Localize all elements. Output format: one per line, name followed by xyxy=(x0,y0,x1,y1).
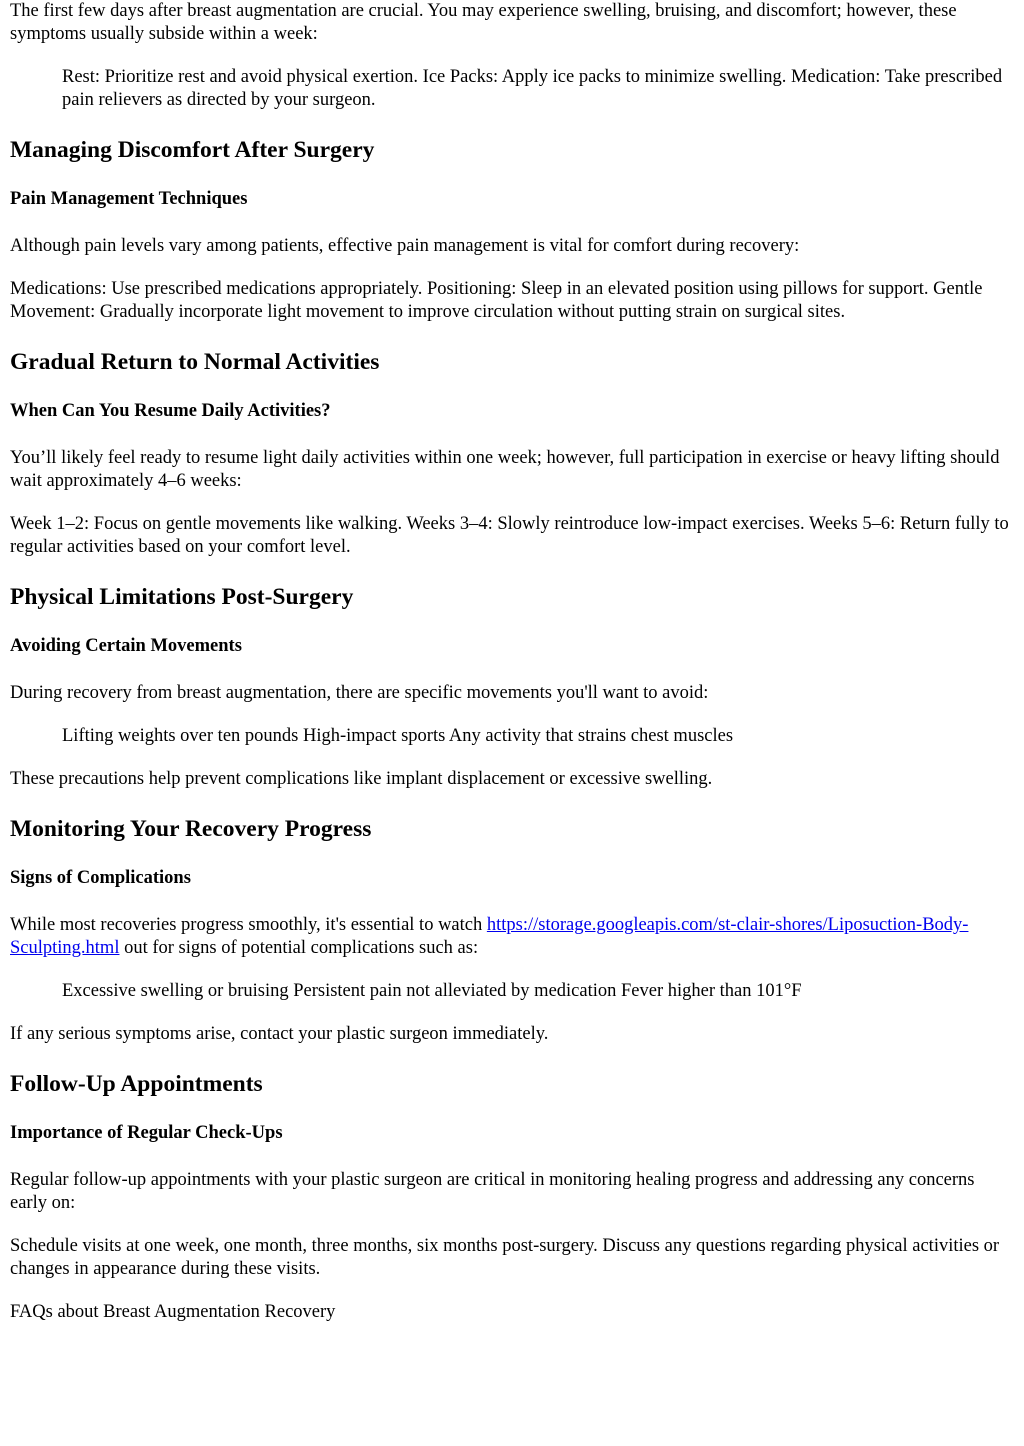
paragraph: Medications: Use prescribed medications appropriately. Positioning: Sleep in an elevated position using pillows for support. Gentle Movement: Gradually incorporate light movement to improve circulation without putting strain on surgical sites. xyxy=(10,279,983,322)
subheading-resume-daily-activities: When Can You Resume Daily Activities? xyxy=(10,401,331,421)
paragraph: Week 1–2: Focus on gentle movements like walking. Weeks 3–4: Slowly reintroduce low-impact exercises. Weeks 5–6: Return fully to regular activities based on your comfort level. xyxy=(10,514,1009,557)
paragraph: If any serious symptoms arise, contact your plastic surgeon immediately. xyxy=(10,1024,549,1044)
intro-blockquote: Rest: Prioritize rest and avoid physical exertion. Ice Packs: Apply ice packs to minimize swelling. Medication: Take prescribed pain relievers as directed by your surgeon. xyxy=(62,67,1003,110)
section-heading-monitoring-recovery: Monitoring Your Recovery Progress xyxy=(10,816,372,842)
section-heading-gradual-return: Gradual Return to Normal Activities xyxy=(10,349,380,375)
subheading-avoiding-movements: Avoiding Certain Movements xyxy=(10,636,242,656)
blockquote: Excessive swelling or bruising Persistent pain not alleviated by medication Fever higher than 101°F xyxy=(62,981,802,1001)
paragraph: During recovery from breast augmentation, there are specific movements you'll want to avoid: xyxy=(10,683,709,703)
paragraph: Schedule visits at one week, one month, three months, six months post-surgery. Discuss any questions regarding physical activities or changes in appearance during these visits. xyxy=(10,1236,1000,1279)
paragraph-text: While most recoveries progress smoothly, it's essential to watch xyxy=(10,915,487,935)
blockquote: Lifting weights over ten pounds High-impact sports Any activity that strains chest muscles xyxy=(62,726,734,746)
section-heading-follow-up: Follow-Up Appointments xyxy=(10,1071,263,1097)
section-heading-managing-discomfort: Managing Discomfort After Surgery xyxy=(10,137,375,163)
faq-title: FAQs about Breast Augmentation Recovery xyxy=(10,1302,336,1322)
paragraph-with-link xyxy=(10,914,1014,960)
section-heading-physical-limitations: Physical Limitations Post-Surgery xyxy=(10,584,354,610)
paragraph: These precautions help prevent complications like implant displacement or excessive swelling. xyxy=(10,769,713,789)
subheading-regular-check-ups: Importance of Regular Check-Ups xyxy=(10,1123,283,1143)
subheading-pain-management: Pain Management Techniques xyxy=(10,189,248,209)
liposuction-link[interactable]: https://storage.googleapis.com/st-clair-shores/Liposuction-Body-Sculpting.html xyxy=(10,915,969,958)
paragraph: Regular follow-up appointments with your plastic surgeon are critical in monitoring healing progress and addressing any concerns early on: xyxy=(10,1170,975,1213)
intro-paragraph: The first few days after breast augmentation are crucial. You may experience swelling, bruising, and discomfort; however, these symptoms usually subside within a week: xyxy=(10,1,957,44)
paragraph-text: out for signs of potential complications such as: xyxy=(119,938,479,958)
paragraph: You’ll likely feel ready to resume light daily activities within one week; however, full participation in exercise or heavy lifting should wait approximately 4–6 weeks: xyxy=(10,448,1000,491)
paragraph: Although pain levels vary among patients, effective pain management is vital for comfort during recovery: xyxy=(10,236,800,256)
subheading-signs-of-complications: Signs of Complications xyxy=(10,868,191,888)
